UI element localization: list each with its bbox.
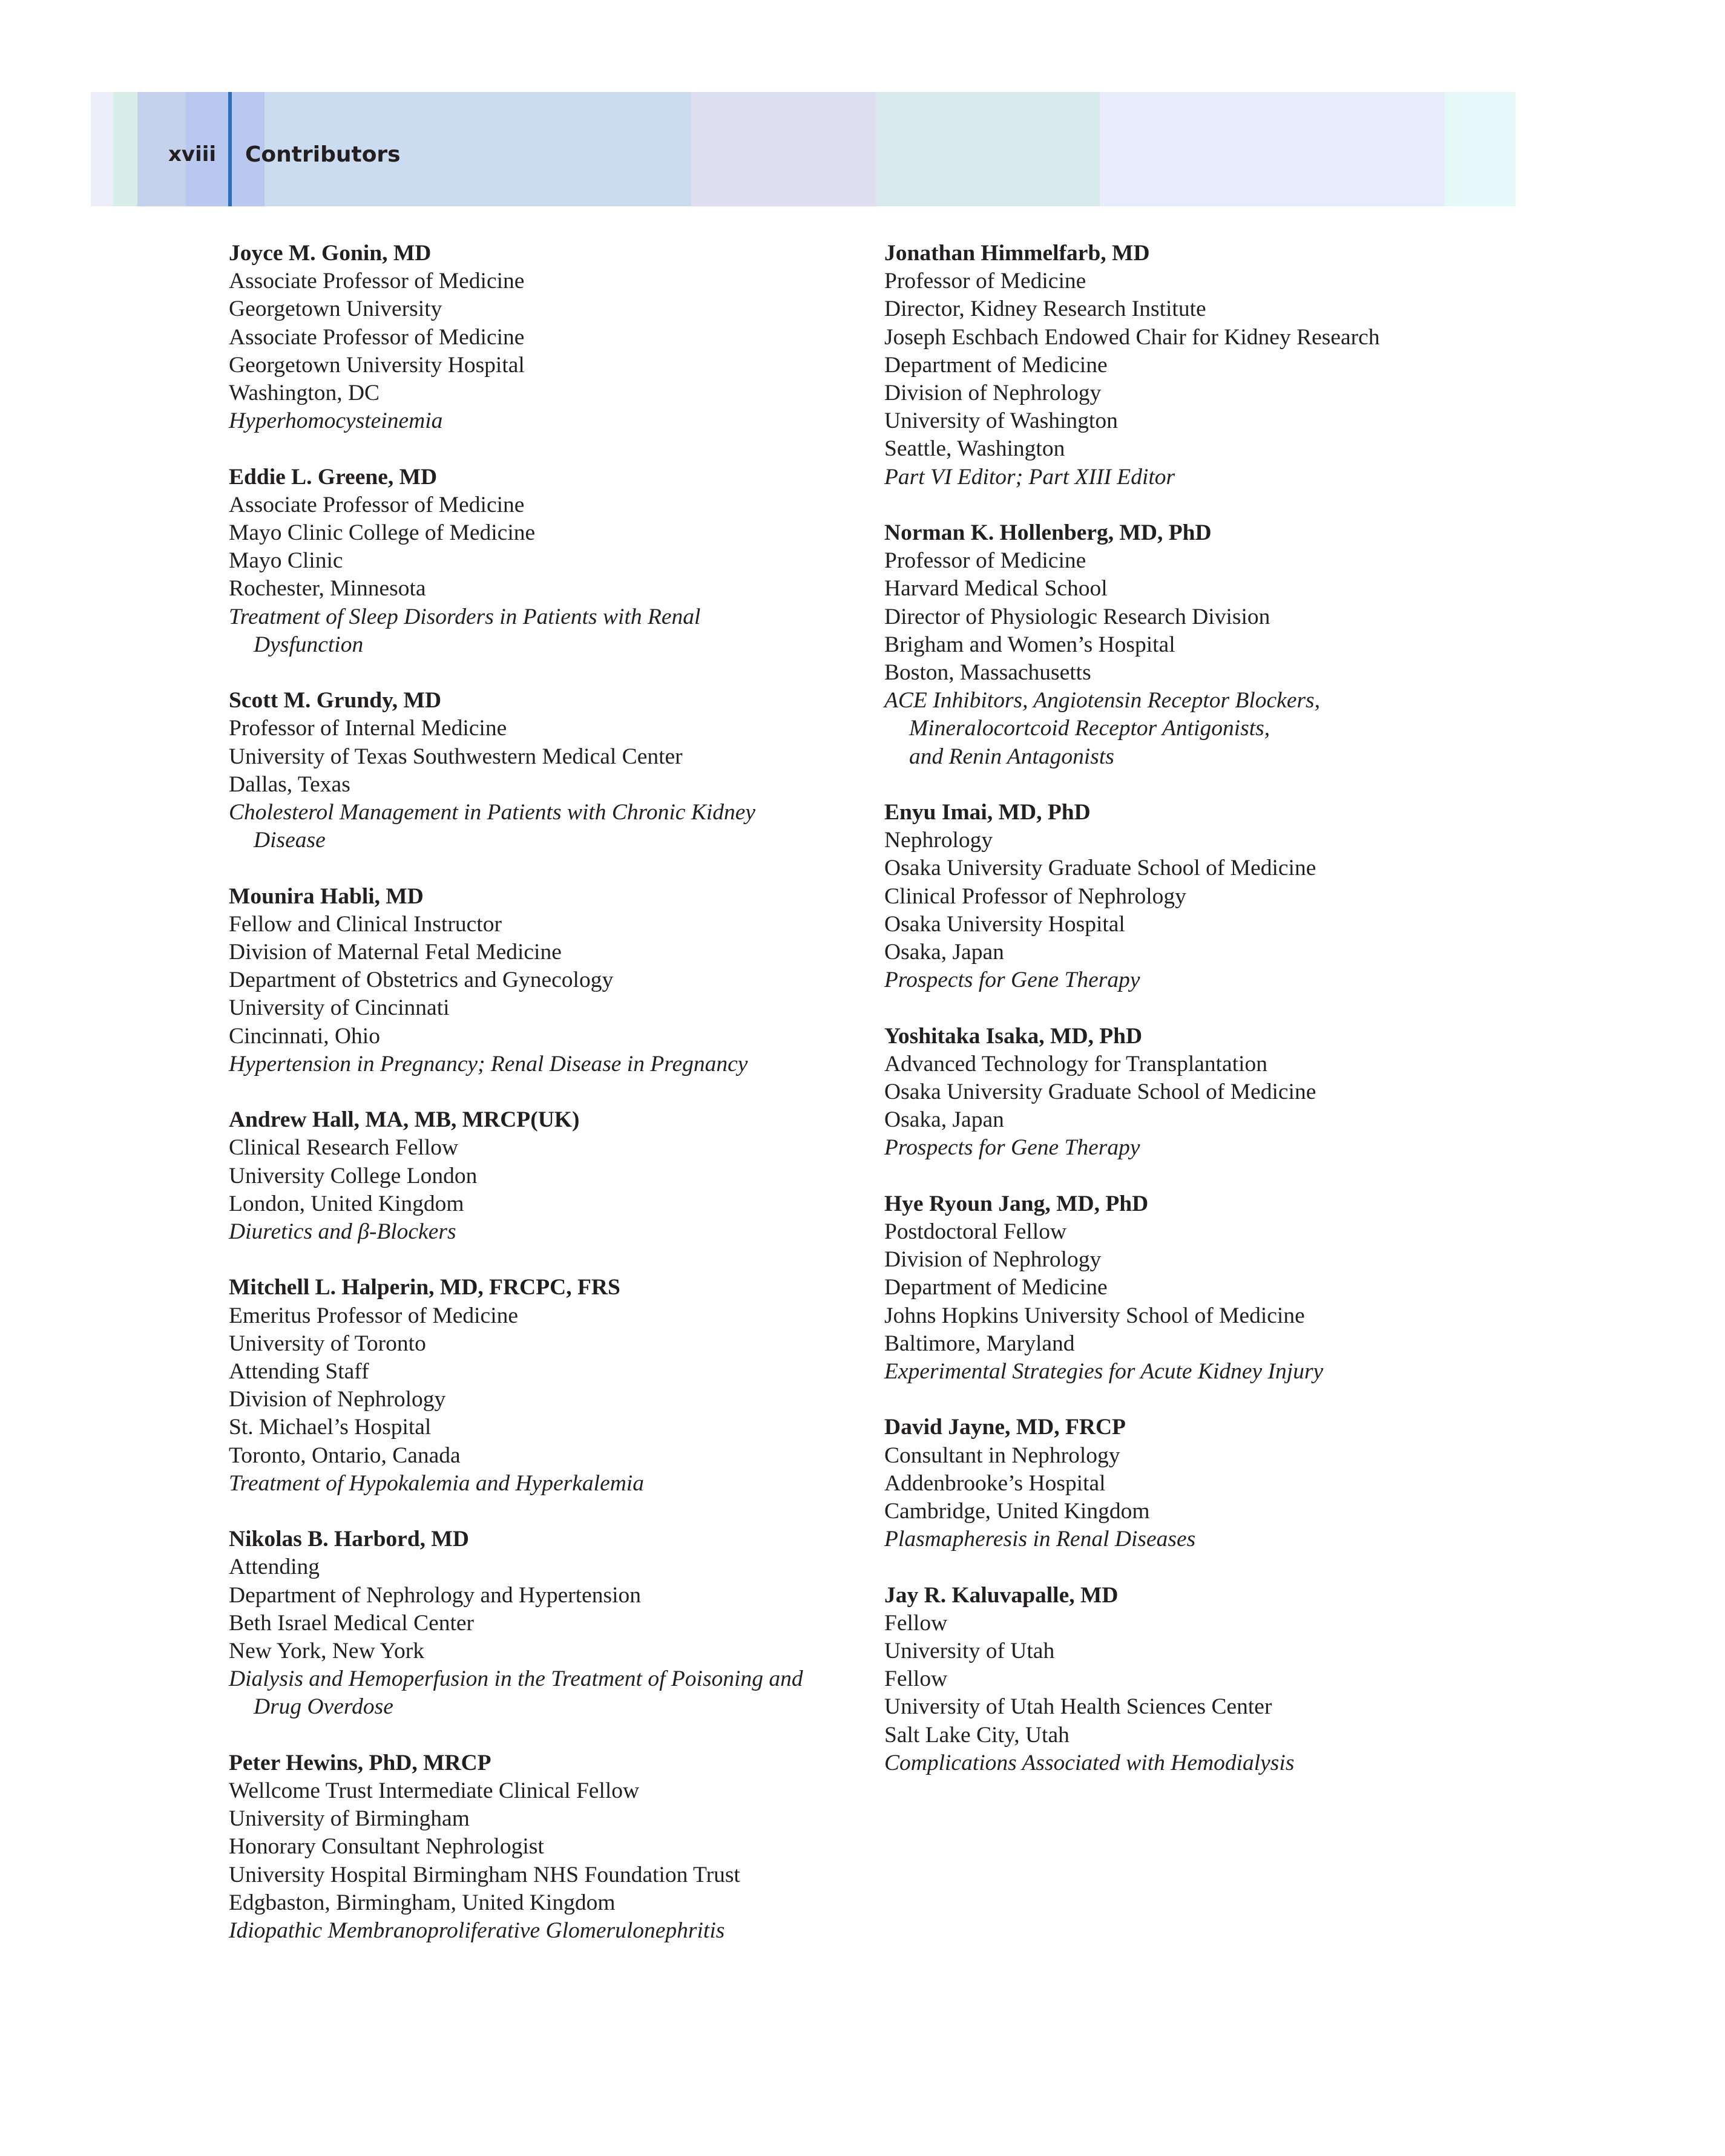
header-band-segment [876, 92, 1100, 206]
contributor-affiliation: Consultant in Nephrology [884, 1443, 1120, 1468]
contributor-chapter-topic: and Renin Antagonists [909, 744, 1114, 769]
contributor-name: Mounira Habli, MD [229, 883, 424, 909]
contributor-affiliation: Director of Physiologic Research Division [884, 604, 1270, 629]
contributor-affiliation: Wellcome Trust Intermediate Clinical Fellow [229, 1778, 640, 1804]
contributor-affiliation: Rochester, Minnesota [229, 576, 426, 601]
contributor-affiliation: Advanced Technology for Transplantation [884, 1051, 1268, 1076]
section-title: Contributors [245, 142, 401, 167]
contributor-affiliation: Mayo Clinic College of Medicine [229, 520, 536, 546]
contributor-name: Hye Ryoun Jang, MD, PhD [884, 1191, 1149, 1216]
contributor-chapter-topic: ACE Inhibitors, Angiotensin Receptor Blockers, [884, 688, 1321, 713]
contributor-affiliation: Seattle, Washington [884, 436, 1065, 462]
contributor-affiliation: Professor of Internal Medicine [229, 716, 507, 741]
contributor-affiliation: Cincinnati, Ohio [229, 1023, 380, 1049]
contributor-affiliation: Attending Staff [229, 1359, 369, 1384]
contributors-column-right [884, 240, 1490, 1805]
contributor-chapter-topic: Mineralocortcoid Receptor Antigonists, [909, 716, 1270, 741]
contributor-affiliation: Division of Nephrology [884, 1247, 1102, 1273]
contributor-name: Jay R. Kaluvapalle, MD [884, 1582, 1119, 1608]
contributor-affiliation: University of Cincinnati [229, 995, 450, 1021]
contributor-entry [229, 1106, 870, 1246]
contributor-affiliation: University of Washington [884, 408, 1118, 434]
contributor-entry [884, 240, 1490, 491]
contributor-entry [884, 519, 1490, 771]
contributor-affiliation: Edgbaston, Birmingham, United Kingdom [229, 1890, 616, 1915]
contributor-affiliation: Attending [229, 1555, 320, 1580]
contributor-name: Jonathan Himmelfarb, MD [884, 241, 1150, 266]
contributor-name: Mitchell L. Halperin, MD, FRCPC, FRS [229, 1275, 620, 1300]
page-number: xviii [168, 142, 217, 166]
contributor-entry [884, 1414, 1490, 1553]
contributor-chapter-topic: Cholesterol Management in Patients with Chronic Kidney [229, 800, 756, 825]
contributor-entry [229, 240, 870, 435]
contributor-affiliation: Professor of Medicine [884, 269, 1086, 294]
contributor-affiliation: University Hospital Birmingham NHS Foundation Trust [229, 1862, 740, 1887]
contributor-affiliation: Clinical Research Fellow [229, 1135, 459, 1161]
contributor-chapter-topic: Experimental Strategies for Acute Kidney Injury [884, 1359, 1324, 1384]
contributor-affiliation: Georgetown University Hospital [229, 352, 525, 378]
header-band-segment [1445, 92, 1516, 206]
contributor-affiliation: University College London [229, 1163, 478, 1188]
contributor-name: David Jayne, MD, FRCP [884, 1415, 1126, 1440]
contributor-affiliation: Osaka University Hospital [884, 911, 1125, 937]
contributor-affiliation: Department of Obstetrics and Gynecology [229, 968, 614, 993]
header-band-segment [113, 92, 137, 206]
contributor-chapter-topic: Drug Overdose [254, 1694, 393, 1720]
contributor-affiliation: Washington, DC [229, 381, 380, 406]
contributor-affiliation: Division of Maternal Fetal Medicine [229, 940, 562, 965]
contributor-entry [229, 883, 870, 1078]
contributor-chapter-topic: Hyperhomocysteinemia [229, 408, 443, 434]
contributor-entry [229, 1274, 870, 1498]
contributor-name: Andrew Hall, MA, MB, MRCP(UK) [229, 1107, 580, 1133]
contributor-affiliation: Postdoctoral Fellow [884, 1219, 1067, 1245]
contributor-affiliation: Associate Professor of Medicine [229, 492, 525, 517]
contributor-affiliation: Osaka University Graduate School of Medicine [884, 1080, 1316, 1105]
header-band-segment [91, 92, 113, 206]
contributor-chapter-topic: Treatment of Hypokalemia and Hyperkalemia [229, 1470, 644, 1496]
contributor-entry [884, 1582, 1490, 1777]
contributor-affiliation: Toronto, Ontario, Canada [229, 1443, 461, 1468]
contributor-entry [229, 1749, 870, 1945]
contributor-affiliation: Beth Israel Medical Center [229, 1610, 475, 1636]
contributor-chapter-topic: Idiopathic Membranoproliferative Glomerulonephritis [229, 1918, 725, 1944]
contributor-entry [884, 1190, 1490, 1386]
contributor-affiliation: Division of Nephrology [884, 381, 1102, 406]
contributor-affiliation: University of Toronto [229, 1331, 426, 1356]
contributor-affiliation: Honorary Consultant Nephrologist [229, 1834, 544, 1859]
contributor-affiliation: Fellow [884, 1666, 948, 1692]
contributor-affiliation: Department of Medicine [884, 352, 1108, 378]
contributor-chapter-topic: Diuretics and β-Blockers [229, 1219, 456, 1245]
contributor-affiliation: Associate Professor of Medicine [229, 324, 525, 350]
contributor-name: Scott M. Grundy, MD [229, 688, 442, 713]
header-rule [228, 92, 232, 206]
contributor-entry [884, 1023, 1490, 1162]
contributor-name: Joyce M. Gonin, MD [229, 241, 432, 266]
contributor-affiliation: Fellow [884, 1610, 948, 1636]
contributor-name: Eddie L. Greene, MD [229, 464, 438, 490]
contributor-affiliation: Georgetown University [229, 297, 442, 322]
contributor-affiliation: Joseph Eschbach Endowed Chair for Kidney Research [884, 324, 1380, 350]
contributor-affiliation: Boston, Massachusetts [884, 660, 1091, 686]
contributor-affiliation: Nephrology [884, 828, 993, 853]
contributor-chapter-topic: Hypertension in Pregnancy; Renal Disease in Pregnancy [229, 1051, 748, 1076]
contributor-affiliation: Osaka, Japan [884, 940, 1004, 965]
contributor-chapter-topic: Disease [254, 828, 326, 853]
contributor-affiliation: Department of Medicine [884, 1275, 1108, 1300]
contributor-affiliation: Professor of Medicine [884, 548, 1086, 574]
contributor-affiliation: University of Birmingham [229, 1806, 470, 1832]
contributor-affiliation: Emeritus Professor of Medicine [229, 1303, 519, 1328]
contributor-entry [884, 799, 1490, 994]
contributor-name: Nikolas B. Harbord, MD [229, 1527, 469, 1552]
contributor-affiliation: Osaka, Japan [884, 1107, 1004, 1133]
contributor-entry [229, 1525, 870, 1721]
contributor-affiliation: Baltimore, Maryland [884, 1331, 1075, 1356]
contributor-name: Yoshitaka Isaka, MD, PhD [884, 1023, 1143, 1049]
contributor-name: Enyu Imai, MD, PhD [884, 800, 1091, 825]
contributor-affiliation: New York, New York [229, 1639, 424, 1664]
contributor-entry [229, 687, 870, 854]
contributor-affiliation: Salt Lake City, Utah [884, 1722, 1070, 1748]
contributor-affiliation: Johns Hopkins University School of Medicine [884, 1303, 1305, 1328]
contributor-affiliation: Dallas, Texas [229, 772, 350, 797]
contributors-column-left [229, 240, 870, 1973]
contributor-affiliation: London, United Kingdom [229, 1191, 464, 1216]
contributor-chapter-topic: Part VI Editor; Part XIII Editor [884, 464, 1175, 490]
contributor-chapter-topic: Dialysis and Hemoperfusion in the Treatment of Poisoning and [229, 1666, 803, 1692]
contributor-affiliation: University of Texas Southwestern Medical Center [229, 744, 683, 769]
header-band-segment [1100, 92, 1445, 206]
contributor-name: Peter Hewins, PhD, MRCP [229, 1750, 491, 1775]
header-band-segment [691, 92, 876, 206]
contributor-affiliation: Brigham and Women’s Hospital [884, 632, 1175, 657]
contributor-chapter-topic: Dysfunction [254, 632, 364, 657]
contributor-affiliation: St. Michael’s Hospital [229, 1415, 432, 1440]
contributor-affiliation: Mayo Clinic [229, 548, 343, 574]
contributor-affiliation: Addenbrooke’s Hospital [884, 1470, 1106, 1496]
contributor-affiliation: Clinical Professor of Nephrology [884, 883, 1186, 909]
contributor-affiliation: Associate Professor of Medicine [229, 269, 525, 294]
contributor-affiliation: Division of Nephrology [229, 1387, 446, 1412]
contributor-affiliation: Director, Kidney Research Institute [884, 297, 1206, 322]
contributor-chapter-topic: Plasmapheresis in Renal Diseases [884, 1527, 1196, 1552]
contributor-affiliation: Department of Nephrology and Hypertension [229, 1582, 642, 1608]
contributor-affiliation: Osaka University Graduate School of Medicine [884, 856, 1316, 881]
contributor-chapter-topic: Prospects for Gene Therapy [884, 1135, 1140, 1161]
contributor-affiliation: Harvard Medical School [884, 576, 1108, 601]
contributor-chapter-topic: Treatment of Sleep Disorders in Patients with Renal [229, 604, 701, 629]
contributor-chapter-topic: Complications Associated with Hemodialysis [884, 1750, 1295, 1775]
contributor-affiliation: University of Utah Health Sciences Center [884, 1694, 1272, 1720]
contributor-affiliation: Cambridge, United Kingdom [884, 1499, 1150, 1524]
contributor-affiliation: Fellow and Clinical Instructor [229, 911, 502, 937]
contributor-chapter-topic: Prospects for Gene Therapy [884, 968, 1140, 993]
contributor-entry [229, 464, 870, 659]
contributor-affiliation: University of Utah [884, 1639, 1055, 1664]
contributor-name: Norman K. Hollenberg, MD, PhD [884, 520, 1212, 546]
